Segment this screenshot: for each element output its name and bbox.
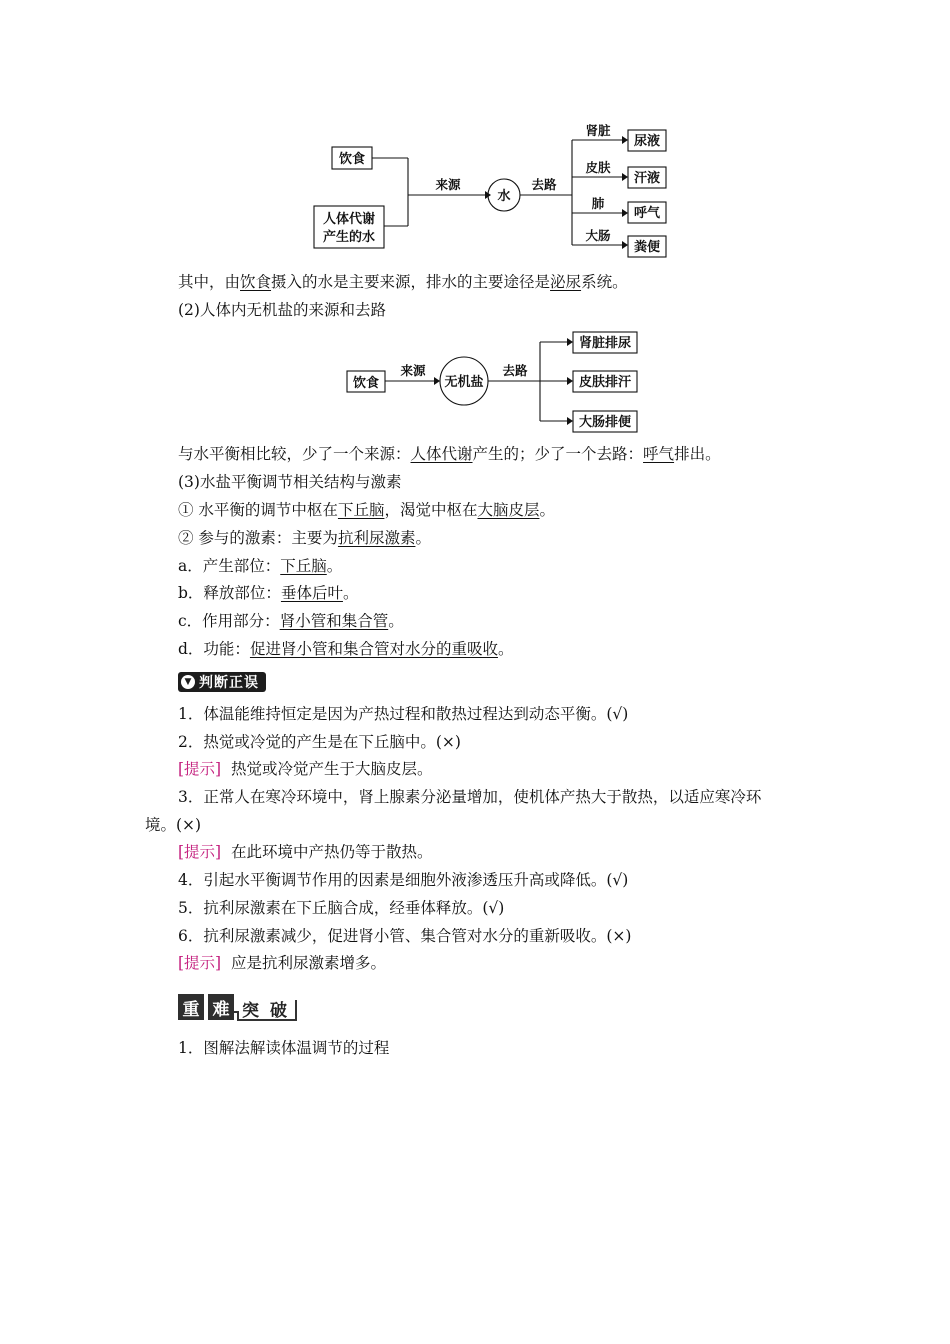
diagram1-output-urine: 尿液 <box>633 134 661 149</box>
judge-title: 判断正误 <box>199 675 259 691</box>
hint-3: [提示] 在此环境中产热仍等于散热。 <box>178 843 433 861</box>
diagram1-source-label: 来源 <box>435 177 461 192</box>
diagram1-output-feces: 粪便 <box>633 240 661 255</box>
diagram1-source-metabolism: 人体代谢 <box>322 212 376 227</box>
diagram1-channel-skin: 皮肤 <box>585 160 611 175</box>
paragraph-hormone: ② 参与的激素：主要为抗利尿激素。 <box>178 529 431 547</box>
paragraph-salt-compare: 与水平衡相比较，少了一个来源：人体代谢产生的；少了一个去路：呼气排出。 <box>178 445 721 463</box>
diagram1-center: 水 <box>497 189 511 204</box>
diagram1-out-label: 去路 <box>531 177 557 192</box>
diagram1-output-breath: 呼气 <box>633 206 661 221</box>
down-arrow-icon: ▼ <box>181 675 195 689</box>
item-c: c．作用部分：肾小管和集合管。 <box>178 612 404 630</box>
paragraph-center: ① 水平衡的调节中枢在下丘脑，渴觉中枢在大脑皮层。 <box>178 501 555 519</box>
diagram2-output-kidney: 肾脏排尿 <box>578 336 632 351</box>
banner-char-3: 突 <box>242 1001 259 1021</box>
banner-underline <box>234 998 304 1024</box>
question-6: 6．抗利尿激素减少，促进肾小管、集合管对水分的重新吸收。(×) <box>178 927 632 945</box>
section-heading-1: 1．图解法解读体温调节的过程 <box>178 1039 390 1057</box>
hint-tag: [提示] <box>178 760 222 778</box>
hint-6: [提示] 应是抗利尿激素增多。 <box>178 954 386 972</box>
diagram1-source-metabolism-2: 产生的水 <box>322 230 376 245</box>
hint-tag: [提示] <box>178 843 222 861</box>
heading-regulation: (3)水盐平衡调节相关结构与激素 <box>178 473 402 491</box>
banner-char-4: 破 <box>270 1001 287 1021</box>
diagram1-channel-intestine: 大肠 <box>585 228 611 243</box>
question-3-cont: 境。(×) <box>145 816 202 834</box>
item-b: b．释放部位：垂体后叶。 <box>178 584 359 602</box>
diagram2-source-label: 来源 <box>400 363 426 378</box>
diagram1-channel-lung: 肺 <box>591 196 605 211</box>
heading-salt: (2)人体内无机盐的来源和去路 <box>178 301 386 319</box>
diagram1-channel-kidney: 肾脏 <box>585 123 611 138</box>
diagram2-out-label: 去路 <box>502 363 528 378</box>
hint-tag: [提示] <box>178 954 222 972</box>
diagram2-center: 无机盐 <box>444 375 484 390</box>
diagram1-output-sweat: 汗液 <box>633 171 661 186</box>
banner-char-1: 重 <box>178 994 204 1020</box>
diagram1-source-diet: 饮食 <box>338 152 366 167</box>
item-a: a．产生部位：下丘脑。 <box>178 557 343 575</box>
question-5: 5．抗利尿激素在下丘脑合成，经垂体释放。(√) <box>178 899 505 917</box>
diagram2-source-diet: 饮食 <box>352 376 380 391</box>
banner-char-2: 难 <box>208 994 234 1020</box>
salt-balance-diagram <box>340 325 650 435</box>
item-d: d．功能：促进肾小管和集合管对水分的重吸收。 <box>178 640 514 658</box>
question-1: 1．体温能维持恒定是因为产热过程和散热过程达到动态平衡。(√) <box>178 705 629 723</box>
question-4: 4．引起水平衡调节作用的因素是细胞外液渗透压升高或降低。(√) <box>178 871 629 889</box>
judge-banner <box>178 672 266 692</box>
paragraph-water-summary: 其中，由饮食摄入的水是主要来源，排水的主要途径是泌尿系统。 <box>178 273 628 291</box>
diagram2-output-skin: 皮肤排汗 <box>578 375 632 390</box>
question-3: 3．正常人在寒冷环境中，肾上腺素分泌量增加，使机体产热大于散热，以适应寒冷环 <box>178 788 762 806</box>
question-2: 2．热觉或冷觉的产生是在下丘脑中。(×) <box>178 733 461 751</box>
water-balance-diagram <box>300 120 680 270</box>
diagram2-output-intestine: 大肠排便 <box>578 415 632 430</box>
hint-2: [提示] 热觉或冷觉产生于大脑皮层。 <box>178 760 433 778</box>
